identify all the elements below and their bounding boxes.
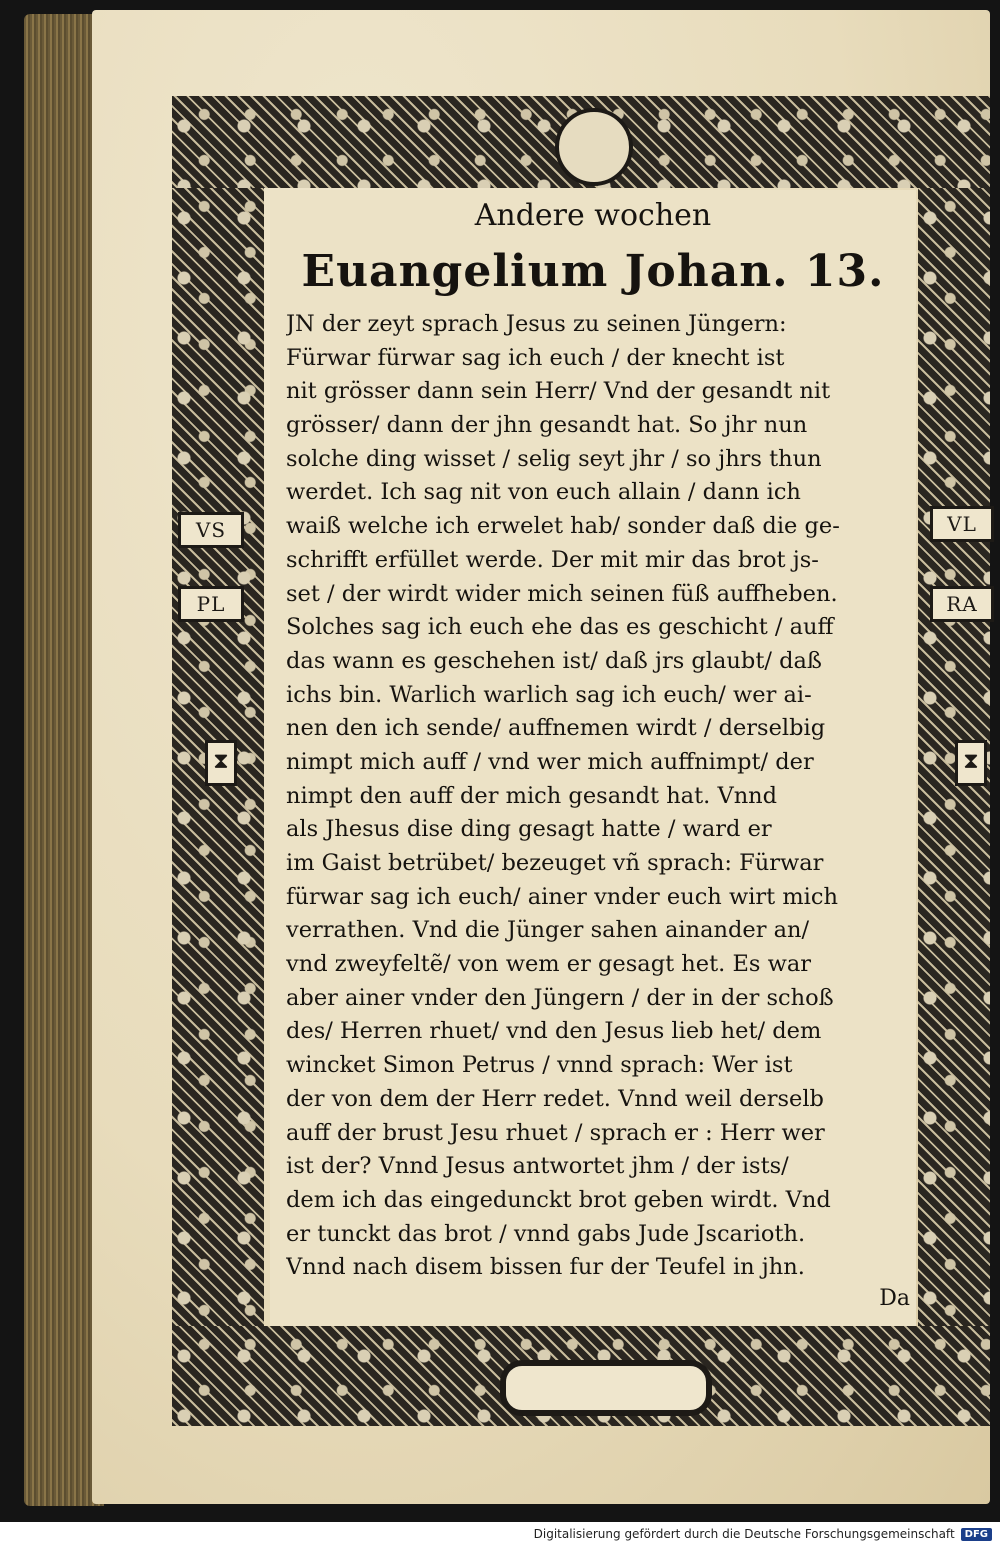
text-line: fürwar sag ich euch/ ainer vnder euch wirt mich: [286, 883, 838, 910]
text-line: set / der wirdt wider mich seinen füß auffheben.: [286, 580, 838, 607]
cartouche-ornament: [500, 1360, 712, 1416]
border-scroll-label-pl: PL: [178, 586, 244, 622]
text-line: wincket Simon Petrus / vnnd sprach: Wer ist: [286, 1052, 793, 1079]
cherub-head-ornament: [555, 108, 633, 186]
text-line: dem ich das eingedunckt brot geben wirdt. Vnd: [286, 1186, 831, 1213]
footer-credit-text: Digitalisierung gefördert durch die Deutsche Forschungsgemeinschaft: [533, 1527, 955, 1541]
text-line: des/ Herren rhuet/ vnd den Jesus lieb het/ dem: [286, 1018, 822, 1045]
text-line: verrathen. Vnd die Jünger sahen ainander an/: [286, 917, 810, 944]
text-line: vnd zweyfeltẽ/ von wem er gesagt het. Es war: [286, 951, 811, 978]
text-line: nimpt den auff der mich gesandt hat. Vnnd: [286, 782, 778, 809]
hourglass-icon: ⧗: [955, 740, 987, 786]
border-scroll-label-ra: RA: [930, 586, 994, 622]
text-line: solche ding wisset / selig seyt jhr / so jhrs thun: [286, 445, 822, 472]
page-subtitle: Andere wochen: [474, 198, 712, 233]
text-line: aber ainer vnder den Jüngern / der in der schoß: [286, 984, 834, 1011]
text-line: nimpt mich auff / vnd wer mich auffnimpt/ der: [286, 748, 814, 775]
text-line: das wann es geschehen ist/ daß jrs glaubt/ daß: [286, 647, 822, 674]
border-scroll-label-vs: VS: [178, 512, 244, 548]
text-line: ichs bin. Warlich warlich sag ich euch/ wer ai-: [286, 681, 812, 708]
text-line: Vnnd nach disem bissen fur der Teufel in jhn.: [286, 1254, 805, 1281]
text-line: schrifft erfüllet werde. Der mit mir das brot js-: [286, 546, 819, 573]
text-line: werdet. Ich sag nit von euch allain / dann ich: [286, 479, 801, 506]
text-line: waiß welche ich erwelet hab/ sonder daß die ge-: [286, 513, 840, 540]
hourglass-icon: ⧗: [205, 740, 237, 786]
text-line: Solches sag ich euch ehe das es geschicht / auff: [286, 614, 834, 641]
text-line: nen den ich sende/ auffnemen wirdt / derselbig: [286, 715, 826, 742]
text-line: JN der zeyt sprach Jesus zu seinen Jüngern:: [286, 311, 787, 337]
text-line: ist der? Vnnd Jesus antwortet jhm / der ists/: [286, 1153, 789, 1180]
text-line: als Jhesus dise ding gesagt hatte / ward er: [286, 816, 772, 843]
catchword: Da: [879, 1286, 910, 1311]
dfg-logo: DFG: [961, 1528, 992, 1541]
text-line: der von dem der Herr redet. Vnnd weil derselb: [286, 1085, 824, 1112]
text-line: auff der brust Jesu rhuet / sprach er : Herr wer: [286, 1119, 825, 1146]
page-title: Euangelium Johan. 13.: [301, 246, 885, 297]
footer-credit: [534, 1527, 992, 1541]
text-line: im Gaist betrübet/ bezeuget vñ sprach: Fürwar: [286, 850, 824, 876]
border-scroll-label-vl: VL: [930, 506, 994, 542]
body-text: [286, 308, 911, 1285]
text-line: grösser/ dann der jhn gesandt hat. So jhr nun: [286, 412, 808, 439]
text-line: nit grösser dann sein Herr/ Vnd der gesandt nit: [286, 378, 831, 405]
text-line: Fürwar fürwar sag ich euch / der knecht ist: [286, 344, 785, 371]
text-line: er tunckt das brot / vnnd gabs Jude Jscarioth.: [286, 1220, 806, 1247]
